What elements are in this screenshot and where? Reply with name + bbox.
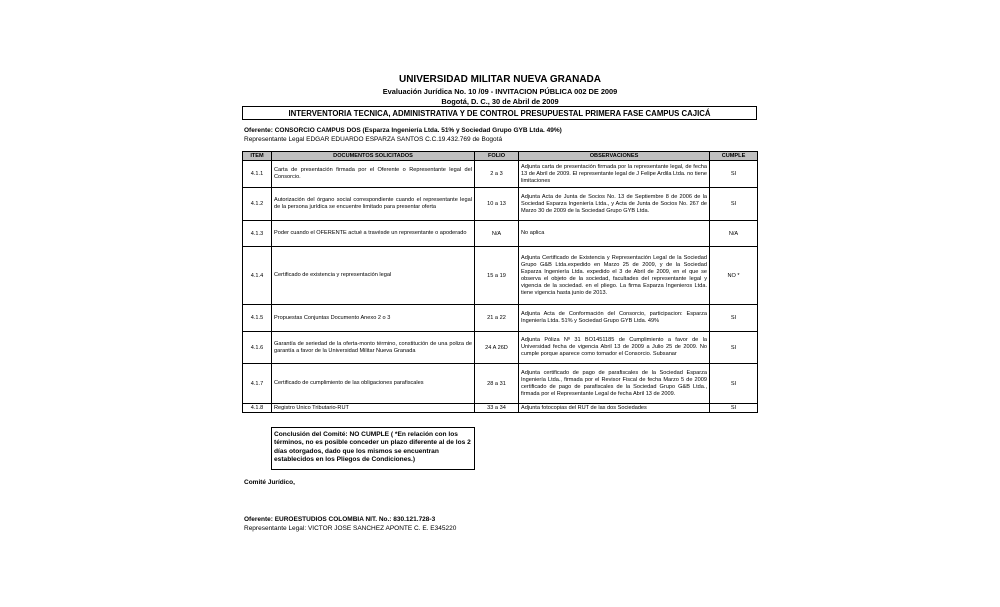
- second-bidder-name: Oferente: EUROESTUDIOS COLOMBIA NIT. No.: 830.121.728-3: [244, 516, 436, 523]
- observation-cell: Adjunta fotocopias del RUT de las dos Sociedades: [519, 404, 710, 413]
- table-row: [243, 247, 758, 305]
- document-cell: Certificado de cumplimiento de las obligaciones parafiscales: [272, 364, 475, 404]
- document-cell: Certificado de existencia y representación legal: [272, 247, 475, 305]
- cumple-cell: SI: [710, 404, 758, 413]
- observation-cell: Adjunta Acta de Conformación del Consorcio, participacion: Esparza Ingeniería Ltda. 51% y Sociedad Grupo GYB Ltda. 49%: [519, 305, 710, 332]
- second-bidder-representative: Representante Legal: VICTOR JOSE SANCHEZ APONTE C. E. E345220: [244, 525, 457, 532]
- folio-cell: 15 a 19: [475, 247, 519, 305]
- header-folio: FOLIO: [475, 152, 519, 161]
- table-row: [243, 188, 758, 221]
- table-row: [243, 332, 758, 364]
- folio-cell: 21 a 22: [475, 305, 519, 332]
- bidder-name: Oferente: CONSORCIO CAMPUS DOS (Esparza Ingeniería Ltda. 51% y Sociedad Grupo GYB Ltda. 49%): [244, 127, 562, 134]
- document-cell: Registro Unico Tributario-RUT: [272, 404, 475, 413]
- documents-table: [242, 151, 758, 413]
- observation-cell: No aplica: [519, 221, 710, 247]
- folio-cell: 28 a 31: [475, 364, 519, 404]
- cumple-cell: SI: [710, 305, 758, 332]
- table-row: [243, 221, 758, 247]
- cumple-cell: SI: [710, 332, 758, 364]
- cumple-cell: N/A: [710, 221, 758, 247]
- table-header-row: [243, 152, 758, 161]
- document-cell: Propuestas Conjuntas Documento Anexo 2 o 3: [272, 305, 475, 332]
- item-cell: 4.1.4: [243, 247, 272, 305]
- item-cell: 4.1.7: [243, 364, 272, 404]
- header-cumple: CUMPLE: [710, 152, 758, 161]
- folio-cell: 10 a 13: [475, 188, 519, 221]
- bidder-representative: Representante Legal EDGAR EDUARDO ESPARZA SANTOS C.C.19.432.769 de Bogotá: [244, 136, 503, 143]
- observation-cell: Adjunta Póliza Nº 31 BO1451185 de Cumplimiento a favor de la Universidad fecha de vigencia Abril 13 de 2009 a Julio 25 de 2009. No cumple porque aparece como tomador el Consorcio. Subsanar: [519, 332, 710, 364]
- item-cell: 4.1.6: [243, 332, 272, 364]
- document-cell: Poder cuando el OFERENTE actué a travésde un representante o apoderado: [272, 221, 475, 247]
- item-cell: 4.1.5: [243, 305, 272, 332]
- table-row: [243, 404, 758, 413]
- item-cell: 4.1.3: [243, 221, 272, 247]
- table-row: [243, 364, 758, 404]
- cumple-cell: NO *: [710, 247, 758, 305]
- item-cell: 4.1.8: [243, 404, 272, 413]
- cumple-cell: SI: [710, 188, 758, 221]
- observation-cell: Adjunta Certificado de Existencia y Representación Legal de la Sociedad Grupo G&B Ltda.expedido en Marzo 25 de 2009, y de la Sociedad Esparza Ingeniería Ltda. expedido el 3 de Abril de 2009, en el que se observa el objeto de la sociedad, facultades del representante legal y vigencia de la sociedad. en el pliego. La firma Esparza Ingenieros Ltda. tiene vigencia hasta junio de 2013.: [519, 247, 710, 305]
- document-cell: Carta de presentación firmada por el Oferente o Representante legal del Consorcio.: [272, 161, 475, 188]
- folio-cell: 2 a 3: [475, 161, 519, 188]
- header-documents: DOCUMENTOS SOLICITADOS: [272, 152, 475, 161]
- evaluation-title: Evaluación Jurídica No. 10 /09 - INVITACION PÚBLICA 002 DE 2009: [382, 87, 618, 96]
- header-item: ITEM: [243, 152, 272, 161]
- header-observations: OBSERVACIONES: [519, 152, 710, 161]
- cumple-cell: SI: [710, 364, 758, 404]
- observation-cell: Adjunta carta de presentación firmada por la representante legal, de fecha 13 de Abril de 2009. El representante legal de J Felipe Ardila Ltda. no tiene limitaciones: [519, 161, 710, 188]
- table-row: [243, 161, 758, 188]
- item-cell: 4.1.2: [243, 188, 272, 221]
- observation-cell: Adjunta Acta de Junta de Socios No. 13 de Septiembre 8 de 2006 de la Sociedad Esparza Ingeniería Ltda., y Acta de Junta de Socios No. 267 de Marzo 30 de 2009 de la Sociedad Grupo GYB Ltda.: [519, 188, 710, 221]
- place-date: Bogotá, D. C., 30 de Abril de 2009: [441, 97, 559, 106]
- university-title: UNIVERSIDAD MILITAR NUEVA GRANADA: [398, 74, 602, 85]
- observation-cell: Adjunta certificado de pago de parafiscales de la Sociedad Esparza Ingeniería Ltda., firmada por el Revisor Fiscal de fecha Marzo 5 de 2009 certificado de pago de parafiscales de la Sociedad Grupo G&B Ltda., firmada por el Representante Legal de fecha Abril 13 de 2009.: [519, 364, 710, 404]
- folio-cell: 24 A 26D: [475, 332, 519, 364]
- cumple-cell: SI: [710, 161, 758, 188]
- committee-label: Comité Jurídico,: [244, 479, 295, 486]
- folio-cell: 33 a 34: [475, 404, 519, 413]
- table-row: [243, 305, 758, 332]
- item-cell: 4.1.1: [243, 161, 272, 188]
- folio-cell: N/A: [475, 221, 519, 247]
- committee-conclusion: Conclusión del Comité: NO CUMPLE ( *En relación con los términos, no es posible conceder un plazo diferente al de los 2 días otorgados, dado que los mismos se encuentran establecidos en los Pliegos de Condiciones.): [271, 427, 475, 470]
- document-cell: Autorización del órgano social correspondiente cuando el representante legal de la persona jurídica se encuentre limitado para presentar oferta: [272, 188, 475, 221]
- project-banner: INTERVENTORIA TECNICA, ADMINISTRATIVA Y DE CONTROL PRESUPUESTAL PRIMERA FASE CAMPUS CAJICÁ: [242, 106, 757, 120]
- document-cell: Garantía de seriedad de la oferta-monto término, constitución de una poliza de garantía a favor de la Universidad Militar Nueva Granada: [272, 332, 475, 364]
